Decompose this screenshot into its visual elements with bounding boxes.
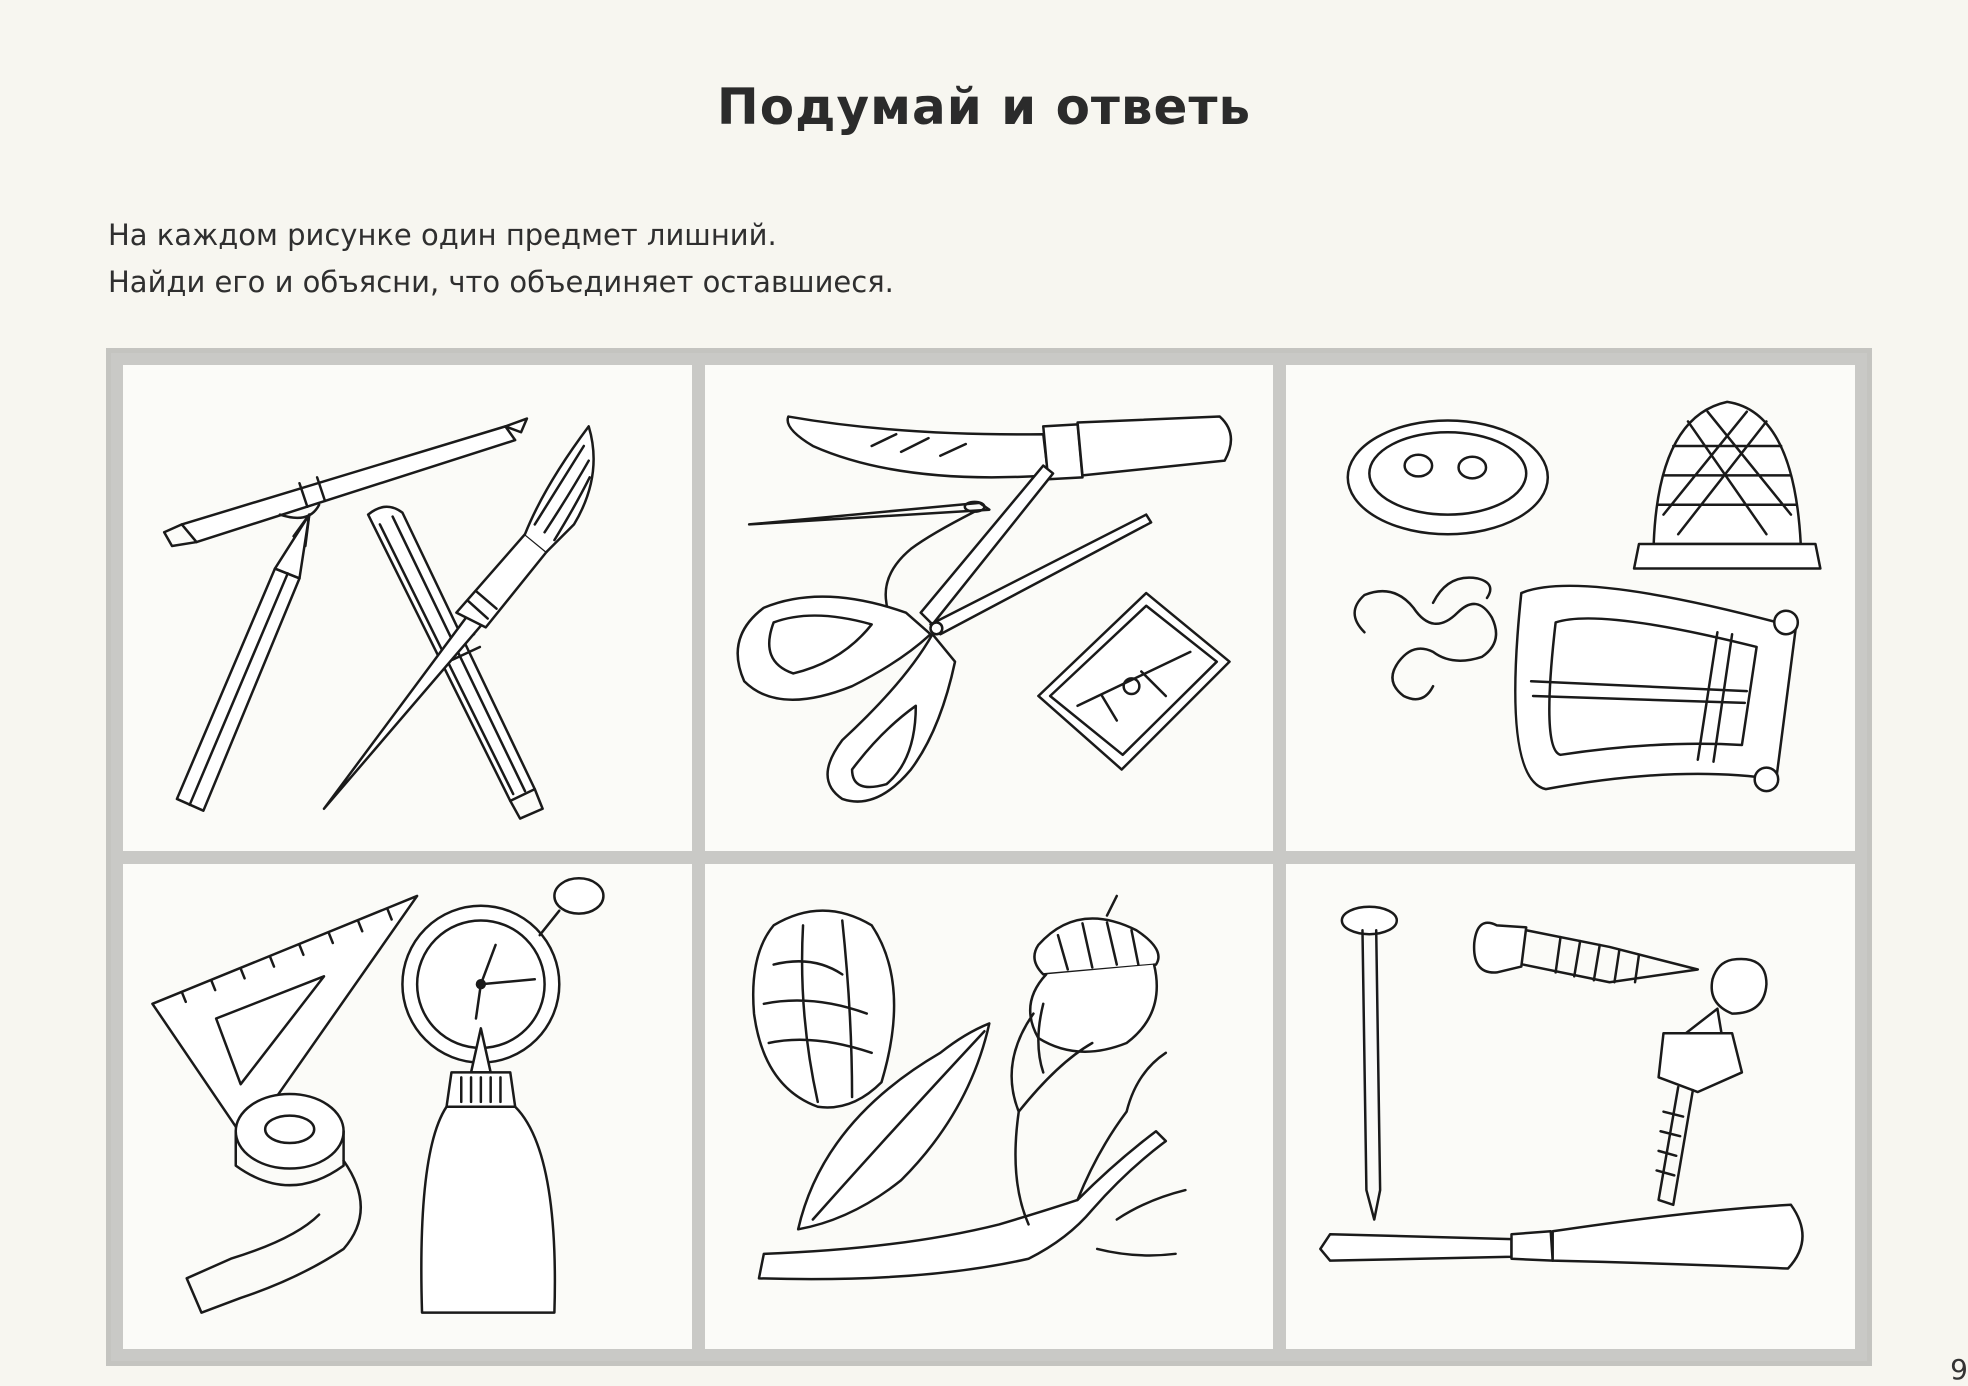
stopwatch-icon bbox=[402, 878, 603, 1062]
razor-blade-icon bbox=[1038, 593, 1229, 769]
scissors-icon bbox=[737, 466, 1150, 802]
panel-hardware bbox=[1286, 864, 1855, 1350]
buckle-icon bbox=[1516, 586, 1799, 791]
page-title: Подумай и ответь bbox=[716, 78, 1252, 136]
instruction-line-2: Найди его и объясни, что объединяет оставшиеся. bbox=[108, 265, 894, 299]
panel-measuring-tools bbox=[123, 864, 692, 1350]
panel-nature-objects bbox=[705, 864, 1274, 1350]
panel-writing-tools bbox=[123, 365, 692, 851]
button-icon bbox=[1348, 420, 1548, 534]
picture-grid bbox=[106, 348, 1872, 1366]
hook-icon bbox=[1355, 578, 1496, 700]
tape-measure-icon bbox=[187, 1094, 361, 1313]
pencil-icon bbox=[177, 515, 309, 811]
bolt-icon bbox=[1657, 958, 1767, 1204]
screwdriver-icon bbox=[1321, 1204, 1803, 1268]
knife-icon bbox=[787, 417, 1230, 480]
pen-icon bbox=[164, 419, 527, 546]
glue-bottle-icon bbox=[421, 1028, 555, 1312]
screw-icon bbox=[1474, 922, 1698, 981]
nail-icon bbox=[1342, 906, 1397, 1219]
panel-sharp-objects bbox=[705, 365, 1274, 851]
acorn-icon bbox=[1030, 895, 1158, 1051]
instruction-line-1: На каждом рисунке один предмет лишний. bbox=[108, 218, 777, 252]
page-number: 9 bbox=[1950, 1353, 1968, 1386]
panel-clothing-fasteners bbox=[1286, 365, 1855, 851]
thimble-icon bbox=[1634, 402, 1820, 569]
pine-cone-icon bbox=[753, 910, 894, 1107]
